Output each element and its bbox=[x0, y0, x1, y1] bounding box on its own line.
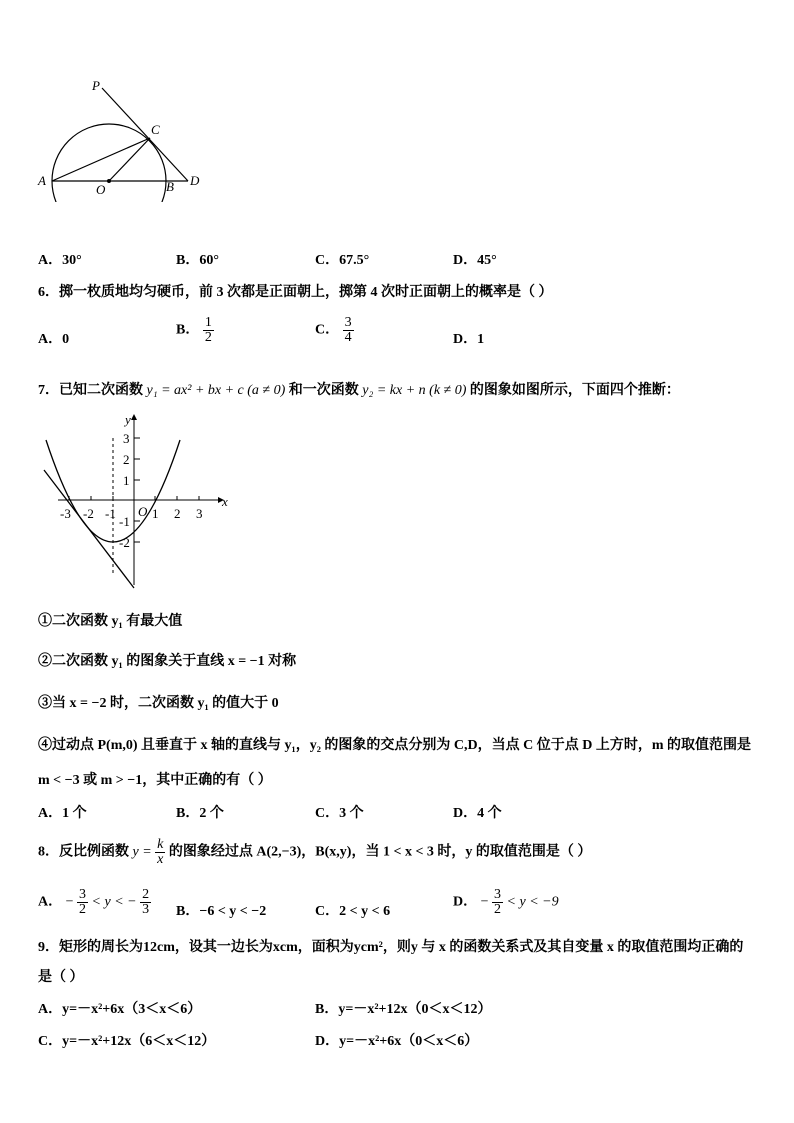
segment-oc bbox=[109, 138, 150, 181]
y-axis-arrow bbox=[131, 414, 137, 420]
q8-k-over-x bbox=[155, 838, 165, 867]
q6-option-c-prefix: C． bbox=[315, 322, 340, 338]
q7-statement-2: ②二次函数 y₁ 的图象关于直线 x = −1 对称 bbox=[38, 654, 297, 669]
q9-stem: 9．矩形的周长为12cm，设其一边长为xcm，面积为ycm²，则y 与 x 的函数关系式及其自变量 x 的取值范围均正确的 bbox=[38, 940, 744, 955]
q5-option-b[interactable]: B．60° bbox=[176, 253, 219, 268]
label-a: A bbox=[38, 173, 46, 188]
q8-a-prefix: A． bbox=[38, 894, 63, 910]
q5-option-d[interactable]: D．45° bbox=[453, 253, 497, 268]
q8-option-a[interactable] bbox=[38, 888, 151, 917]
x-tick-label: 2 bbox=[174, 506, 181, 521]
q7-statement-1: ①二次函数 y₁ 有最大值 bbox=[38, 614, 183, 629]
q5-option-c[interactable]: C．67.5° bbox=[315, 253, 370, 268]
x-tick-label: -1 bbox=[105, 506, 116, 521]
q8-k: k bbox=[157, 837, 164, 852]
q7-statement-4a: ④过动点 P(m,0) 且垂直于 x 轴的直线与 y₁，y₂ 的图象的交点分别为 C,D，当点 C 位于点 D 上方时，m 的取值范围是 bbox=[38, 738, 752, 753]
q9-option-c[interactable]: C．y=－x²+12x（6＜x＜12） bbox=[38, 1034, 216, 1049]
q8-a-num2: 2 bbox=[142, 887, 150, 902]
x-axis-label: x bbox=[222, 494, 228, 509]
q6-c-numerator: 3 bbox=[344, 315, 352, 330]
parabola-y1 bbox=[46, 440, 180, 542]
q6-c-denominator: 4 bbox=[344, 330, 352, 345]
q7-function-graph bbox=[38, 410, 238, 590]
circle-tangent-figure bbox=[30, 72, 220, 202]
q6-option-b-prefix: B． bbox=[176, 322, 200, 338]
q8-stem-b: 的图象经过点 A(2,−3)，B(x,y)，当 1 < x < 3 时，y 的取值范围是（ ） bbox=[168, 844, 592, 860]
tangent-pd bbox=[102, 88, 188, 181]
q7-stem-c: 的图象如图所示，下面四个推断： bbox=[469, 383, 680, 398]
label-p: P bbox=[92, 78, 100, 93]
q6-stem: 6．掷一枚质地均匀硬币，前 3 次都是正面朝上，掷第 4 次时正面朝上的概率是（ ） bbox=[38, 285, 553, 300]
q7-option-a[interactable]: A．1 个 bbox=[38, 806, 87, 821]
q7-option-c[interactable]: C．3 个 bbox=[315, 806, 364, 821]
line-y2 bbox=[44, 470, 134, 588]
q9-option-b[interactable]: B．y=－x²+12x（0＜x＜12） bbox=[315, 1002, 492, 1017]
q5-option-a[interactable]: A．30° bbox=[38, 253, 82, 268]
q7-y1-formula: y₁ = ax² + bx + c (a ≠ 0) bbox=[146, 383, 286, 398]
q8-d-den: 2 bbox=[494, 902, 502, 917]
q8-option-b[interactable]: B．−6 < y < −2 bbox=[176, 904, 267, 919]
q7-stem bbox=[38, 379, 680, 399]
q8-d-prefix: D． bbox=[453, 894, 478, 910]
q8-a-num: 3 bbox=[79, 887, 87, 902]
q7-statement-3: ③当 x = −2 时，二次函数 y₁ 的值大于 0 bbox=[38, 696, 279, 711]
q8-x: x bbox=[157, 852, 164, 867]
q6-option-b-fraction bbox=[203, 316, 214, 345]
label-b: B bbox=[166, 179, 174, 194]
label-d: D bbox=[190, 173, 200, 188]
q7-statement-4b: m < −3 或 m > −1，其中正确的有（ ） bbox=[38, 773, 272, 788]
x-tick-label: 3 bbox=[196, 506, 203, 521]
y-tick-label: -1 bbox=[119, 514, 130, 529]
q6-option-d[interactable]: D．1 bbox=[453, 332, 485, 347]
q7-option-b[interactable]: B．2 个 bbox=[176, 806, 224, 821]
x-tick-label: -3 bbox=[60, 506, 71, 521]
x-tick-label: 1 bbox=[152, 506, 159, 521]
q8-a-fraction-1 bbox=[77, 888, 88, 917]
y-axis-label: y bbox=[125, 412, 131, 427]
q8-a-fraction-2 bbox=[140, 888, 151, 917]
q8-a-den2: 3 bbox=[142, 902, 150, 917]
q8-stem bbox=[38, 838, 591, 867]
segment-ac bbox=[52, 138, 150, 181]
circle-o bbox=[52, 124, 166, 202]
q8-stem-a: 8．反比例函数 bbox=[38, 844, 129, 860]
q6-option-a[interactable]: A．0 bbox=[38, 332, 70, 347]
q6-b-denominator: 2 bbox=[204, 330, 212, 345]
origin-label: O bbox=[138, 504, 148, 519]
q7-stem-b: 和一次函数 bbox=[288, 383, 359, 398]
q8-y-equals: y = bbox=[132, 844, 152, 860]
q9-option-a[interactable]: A．y=－x²+6x（3＜x＜6） bbox=[38, 1002, 202, 1017]
q8-a-den: 2 bbox=[79, 902, 87, 917]
q6-b-numerator: 1 bbox=[204, 315, 212, 330]
y-tick-label: -2 bbox=[119, 535, 130, 550]
q6-option-c-fraction bbox=[343, 316, 354, 345]
label-o: O bbox=[96, 182, 106, 197]
q8-a-mid: < y < − bbox=[91, 894, 137, 910]
q8-option-d[interactable] bbox=[453, 888, 559, 917]
q6-option-b[interactable] bbox=[176, 316, 214, 345]
q6-option-c[interactable] bbox=[315, 316, 354, 345]
q9-stem-cont: 是（ ） bbox=[38, 970, 84, 985]
x-tick-label: -2 bbox=[83, 506, 94, 521]
y-tick-label: 3 bbox=[123, 431, 130, 446]
q8-d-num: 3 bbox=[494, 887, 502, 902]
q8-d-neg: − bbox=[480, 894, 489, 910]
label-c: C bbox=[151, 122, 160, 137]
q8-a-neg: − bbox=[65, 894, 74, 910]
q7-y2-formula: y₂ = kx + n (k ≠ 0) bbox=[362, 383, 467, 398]
center-point bbox=[107, 179, 111, 183]
q8-option-c[interactable]: C．2 < y < 6 bbox=[315, 904, 391, 919]
q9-option-d[interactable]: D．y=－x²+6x（0＜x＜6） bbox=[315, 1034, 479, 1049]
y-tick-label: 2 bbox=[123, 452, 130, 467]
q8-d-fraction bbox=[492, 888, 503, 917]
q7-option-d[interactable]: D．4 个 bbox=[453, 806, 502, 821]
y-tick-label: 1 bbox=[123, 473, 130, 488]
q7-stem-a: 7．已知二次函数 bbox=[38, 383, 143, 398]
q8-d-rest: < y < −9 bbox=[506, 894, 559, 910]
